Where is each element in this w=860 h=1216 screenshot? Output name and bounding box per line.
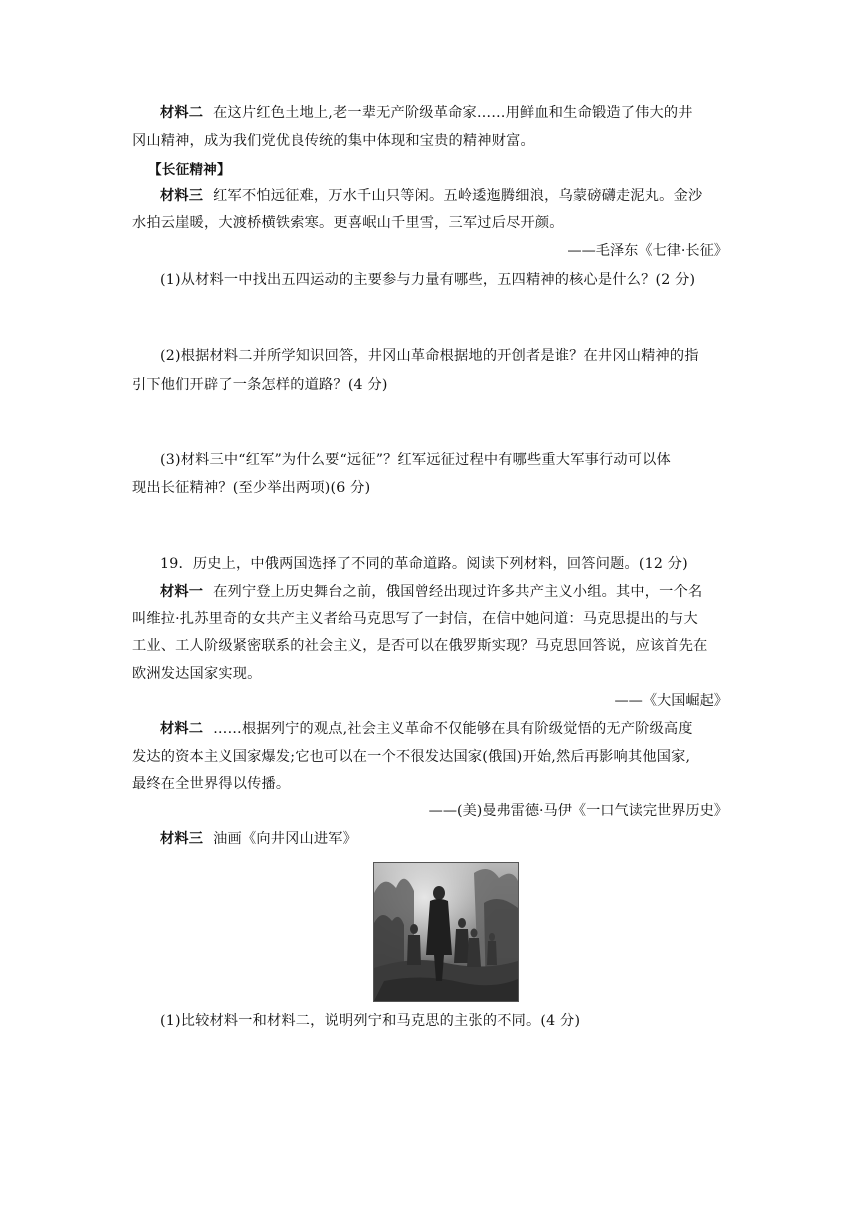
material3-line1: 材料三 红军不怕远征难，万水千山只等闲。五岭逶迤腾细浪，乌蒙磅礴走泥丸。金沙 <box>160 188 703 204</box>
q19-material3-line: 材料三 油画《向井冈山进军》 <box>160 831 358 847</box>
material-label: 材料二 <box>160 721 204 737</box>
material-label: 材料一 <box>160 584 204 600</box>
material-label: 材料二 <box>160 105 204 121</box>
q18-subquestion-2-line2: 引下他们开辟了一条怎样的道路？(4 分) <box>132 377 388 393</box>
q19-material1-line2: 叫维拉·扎苏里奇的女共产主义者给马克思写了一封信，在信中她问道：马克思提出的与大 <box>132 611 698 627</box>
q19-material2-line1: 材料二 ……根据列宁的观点,社会主义革命不仅能够在具有阶级觉悟的无产阶级高度 <box>160 721 693 737</box>
q18-subquestion-3-line2: 现出长征精神？(至少举出两项)(6 分) <box>132 480 371 496</box>
material-label: 材料三 <box>160 831 204 847</box>
q19-material2-source: ——(美)曼弗雷德·马伊《一口气读完世界历史》 <box>428 803 728 819</box>
section-heading: 【长征精神】 <box>148 162 231 178</box>
q19-material1-line4: 欧洲发达国家实现。 <box>132 666 262 682</box>
q19-material2-line3: 最终在全世界得以传播。 <box>132 776 291 792</box>
q19-material1-line1: 材料一 在列宁登上历史舞台之前，俄国曾经出现过许多共产主义小组。其中，一个名 <box>160 584 703 600</box>
material-label: 材料三 <box>160 188 204 204</box>
material3-line2: 水拍云崖暖，大渡桥横铁索寒。更喜岷山千里雪，三军过后尽开颜。 <box>132 215 564 231</box>
material3-source: ——毛泽东《七律·长征》 <box>567 243 728 259</box>
oil-painting-image <box>373 862 519 1002</box>
q19-material1-line3: 工业、工人阶级紧密联系的社会主义，是否可以在俄罗斯实现？马克思回答说，应该首先在 <box>132 638 708 654</box>
q18-subquestion-2-line1: (2)根据材料二并所学知识回答，井冈山革命根据地的开创者是谁？在井冈山精神的指 <box>160 348 699 364</box>
q19-stem: 19．历史上，中俄两国选择了不同的革命道路。阅读下列材料，回答问题。(12 分) <box>160 556 688 572</box>
q19-subquestion-1: (1)比较材料一和材料二，说明列宁和马克思的主张的不同。(4 分) <box>160 1013 581 1029</box>
q18-subquestion-3-line1: (3)材料三中“红军”为什么要“远征”？红军远征过程中有哪些重大军事行动可以体 <box>160 452 671 468</box>
q19-material1-source: ——《大国崛起》 <box>614 693 728 709</box>
material2-line1: 材料二 在这片红色土地上,老一辈无产阶级革命家……用鲜血和生命锻造了伟大的井 <box>160 105 693 121</box>
painting-illustration <box>374 863 518 1001</box>
material2-line2: 冈山精神，成为我们党优良传统的集中体现和宝贵的精神财富。 <box>132 133 535 149</box>
q18-subquestion-1: (1)从材料一中找出五四运动的主要参与力量有哪些，五四精神的核心是什么？(2 分) <box>160 272 696 288</box>
q19-material2-line2: 发达的资本主义国家爆发;它也可以在一个不很发达国家(俄国)开始,然后再影响其他国家, <box>132 749 691 765</box>
